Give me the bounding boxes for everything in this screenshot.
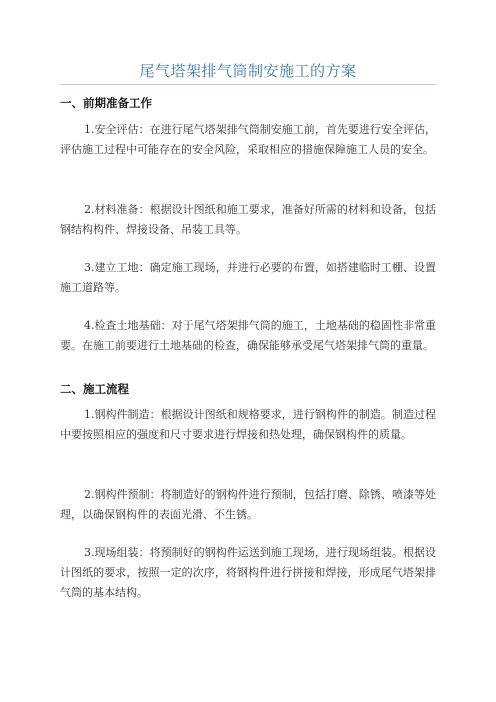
paragraph-site-assembly: 3.现场组装：将预制好的钢构件运送到施工现场，进行现场组装。根据设计图纸的要求，按照一定的次序，将钢构件进行拼接和焊接，形成尾气塔架排气筒的基本结构。 <box>60 546 436 599</box>
section-heading-construction-process: 二、施工流程 <box>60 382 129 396</box>
paragraph-material-preparation: 2.材料准备：根据设计图纸和施工要求，准备好所需的材料和设备，包括钢结构构件、焊接设备、吊装工具等。 <box>60 203 436 236</box>
document-title: 尾气塔架排气筒制安施工的方案 <box>139 62 357 80</box>
title-divider <box>60 84 436 85</box>
paragraph-steel-prefabrication: 2.钢构件预制：将制造好的钢构件进行预制，包括打磨、除锈、喷漆等处理，以确保钢构件的表面光滑、不生锈。 <box>60 488 436 521</box>
section-heading-preparation: 一、前期准备工作 <box>60 96 152 110</box>
paragraph-foundation-check: 4.检查土地基础：对于尾气塔架排气筒的施工，土地基础的稳固性非常重要。在施工前要进行土地基础的检查，确保能够承受尾气塔架排气筒的重量。 <box>60 319 436 352</box>
paragraph-steel-fabrication: 1.钢构件制造：根据设计图纸和规格要求，进行钢构件的制造。制造过程中要按照相应的强度和尺寸要求进行焊接和热处理，确保钢构件的质量。 <box>60 408 436 441</box>
paragraph-safety-assessment: 1.安全评估：在进行尾气塔架排气筒制安施工前，首先要进行安全评估，评估施工过程中可能存在的安全风险，采取相应的措施保障施工人员的安全。 <box>60 123 436 156</box>
paragraph-site-setup: 3.建立工地：确定施工现场，并进行必要的布置，如搭建临时工棚、设置施工道路等。 <box>60 261 436 294</box>
